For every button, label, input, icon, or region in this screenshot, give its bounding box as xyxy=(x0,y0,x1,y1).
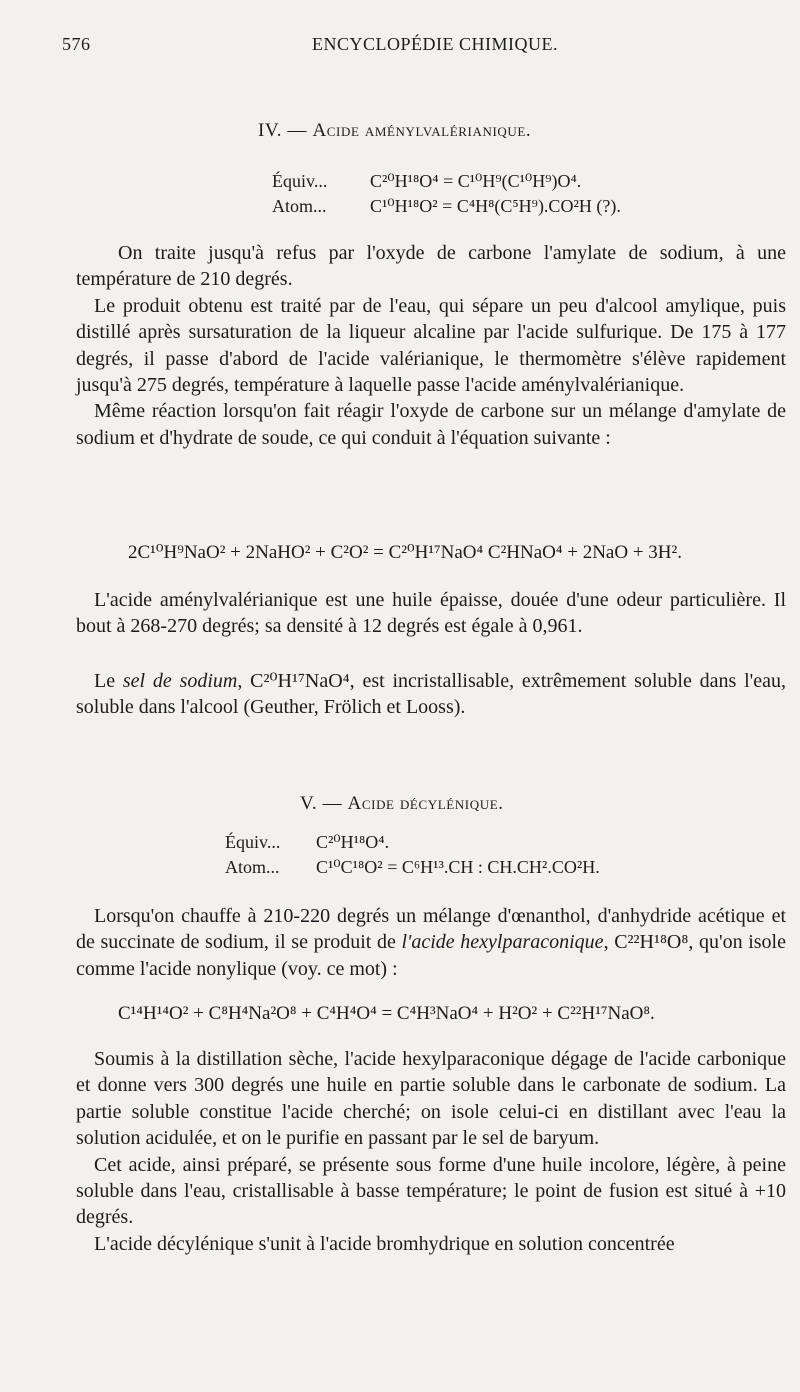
salt-name: sel de sodium xyxy=(122,670,238,692)
intro-lead: Lorsqu'on chauffe à 210-220 degrés un mélange d'œnanthol, d'anhydride acétique et de succinate de sodium, il se produit de xyxy=(76,905,786,954)
paragraph xyxy=(76,903,786,982)
section-iv-equation: 2C¹⁰H⁹NaO² + 2NaHO² + C²O² = C²⁰H¹⁷NaO⁴ C²HNaO⁴ + 2NaO + 3H². xyxy=(128,542,682,563)
section-iv-equiv-formula: C²⁰H¹⁸O⁴ = C¹⁰H⁹(C¹⁰H⁹)O⁴. xyxy=(370,171,582,191)
section-iv-salt xyxy=(76,668,786,721)
paragraph xyxy=(76,668,786,721)
page-number: 576 xyxy=(62,34,91,54)
section-v-heading xyxy=(300,793,504,815)
section-iv-body xyxy=(76,240,786,451)
paragraph: Cet acide, ainsi préparé, se présente sous forme d'une huile incolore, légère, à peine soluble dans l'eau, cristallisable à basse température; le point de fusion est situé à +10 degrés. xyxy=(76,1153,786,1229)
section-iv-number: IV. — xyxy=(258,120,308,141)
intro-rest: , C²²H¹⁸O⁸, qu'on isole comme l'acide nonylique (voy. ce mot) : xyxy=(76,931,786,980)
section-iv-atom-formula: C¹⁰H¹⁸O² = C⁴H⁸(C⁵H⁹).CO²H (?). xyxy=(370,196,621,216)
intro-italic: l'acide hexylparaconique xyxy=(401,931,604,954)
paragraph: L'acide décylénique s'unit à l'acide bromhydrique en solution concentrée xyxy=(94,1232,675,1255)
section-v-equation: C¹⁴H¹⁴O² + C⁸H⁴Na²O⁸ + C⁴H⁴O⁴ = C⁴H³NaO⁴ + H²O² + C²²H¹⁷NaO⁸. xyxy=(118,1003,655,1024)
section-iv-title: Acide aménylvalérianique. xyxy=(312,120,532,141)
paragraph: L'acide aménylvalérianique est une huile épaisse, douée d'une odeur particulière. Il bout à 268-270 degrés; sa densité à 12 degrés est égale à 0,961. xyxy=(76,589,786,638)
section-iv-heading xyxy=(258,120,531,142)
section-v-atom-formula: C¹⁰C¹⁸O² = C⁶H¹³.CH : CH.CH².CO²H. xyxy=(316,857,600,877)
salt-rest: , C²⁰H¹⁷NaO⁴, est incristallisable, extrêmement soluble dans l'eau, soluble dans l'alcool (Geuther, Frölich et Looss). xyxy=(76,670,786,719)
running-title: ENCYCLOPÉDIE CHIMIQUE. xyxy=(312,34,558,54)
section-iv-properties xyxy=(76,587,786,640)
salt-lead: Le xyxy=(94,670,123,692)
section-v-atom-label: Atom... xyxy=(225,857,280,877)
section-v-equiv-label: Équiv... xyxy=(225,832,281,852)
section-iv-equiv-label: Équiv... xyxy=(272,171,328,191)
section-v-title: Acide décylénique. xyxy=(347,793,504,814)
paragraph: Même réaction lorsqu'on fait réagir l'oxyde de carbone sur un mélange d'amylate de sodium et d'hydrate de soude, ce qui conduit à l'équation suivante : xyxy=(76,400,786,449)
paragraph: Soumis à la distillation sèche, l'acide hexylparaconique dégage de l'acide carbonique et donne vers 300 degrés une huile en partie soluble dans le carbonate de sodium. La partie soluble constitue l'acide cherché; on isole celui-ci en distillant avec l'eau la solution acidulée, et on le purifie en passant par le sel de baryum. xyxy=(76,1048,786,1150)
section-v-body xyxy=(76,1046,786,1257)
paragraph: On traite jusqu'à refus par l'oxyde de carbone l'amylate de sodium, à une température de 210 degrés. xyxy=(76,242,786,291)
section-v-number: V. — xyxy=(300,793,343,814)
paragraph: Le produit obtenu est traité par de l'eau, qui sépare un peu d'alcool amylique, puis distillé après sursaturation de la liqueur alcaline par l'acide sulfurique. De 175 à 177 degrés, il passe d'abord de l'acide valérianique, le thermomètre s'élève rapidement jusqu'à 275 degrés, température à laquelle passe l'acide aménylvalérianique. xyxy=(76,294,786,397)
section-iv-atom-label: Atom... xyxy=(272,196,327,216)
section-v-equiv-formula: C²⁰H¹⁸O⁴. xyxy=(316,832,390,852)
section-v-intro xyxy=(76,903,786,982)
